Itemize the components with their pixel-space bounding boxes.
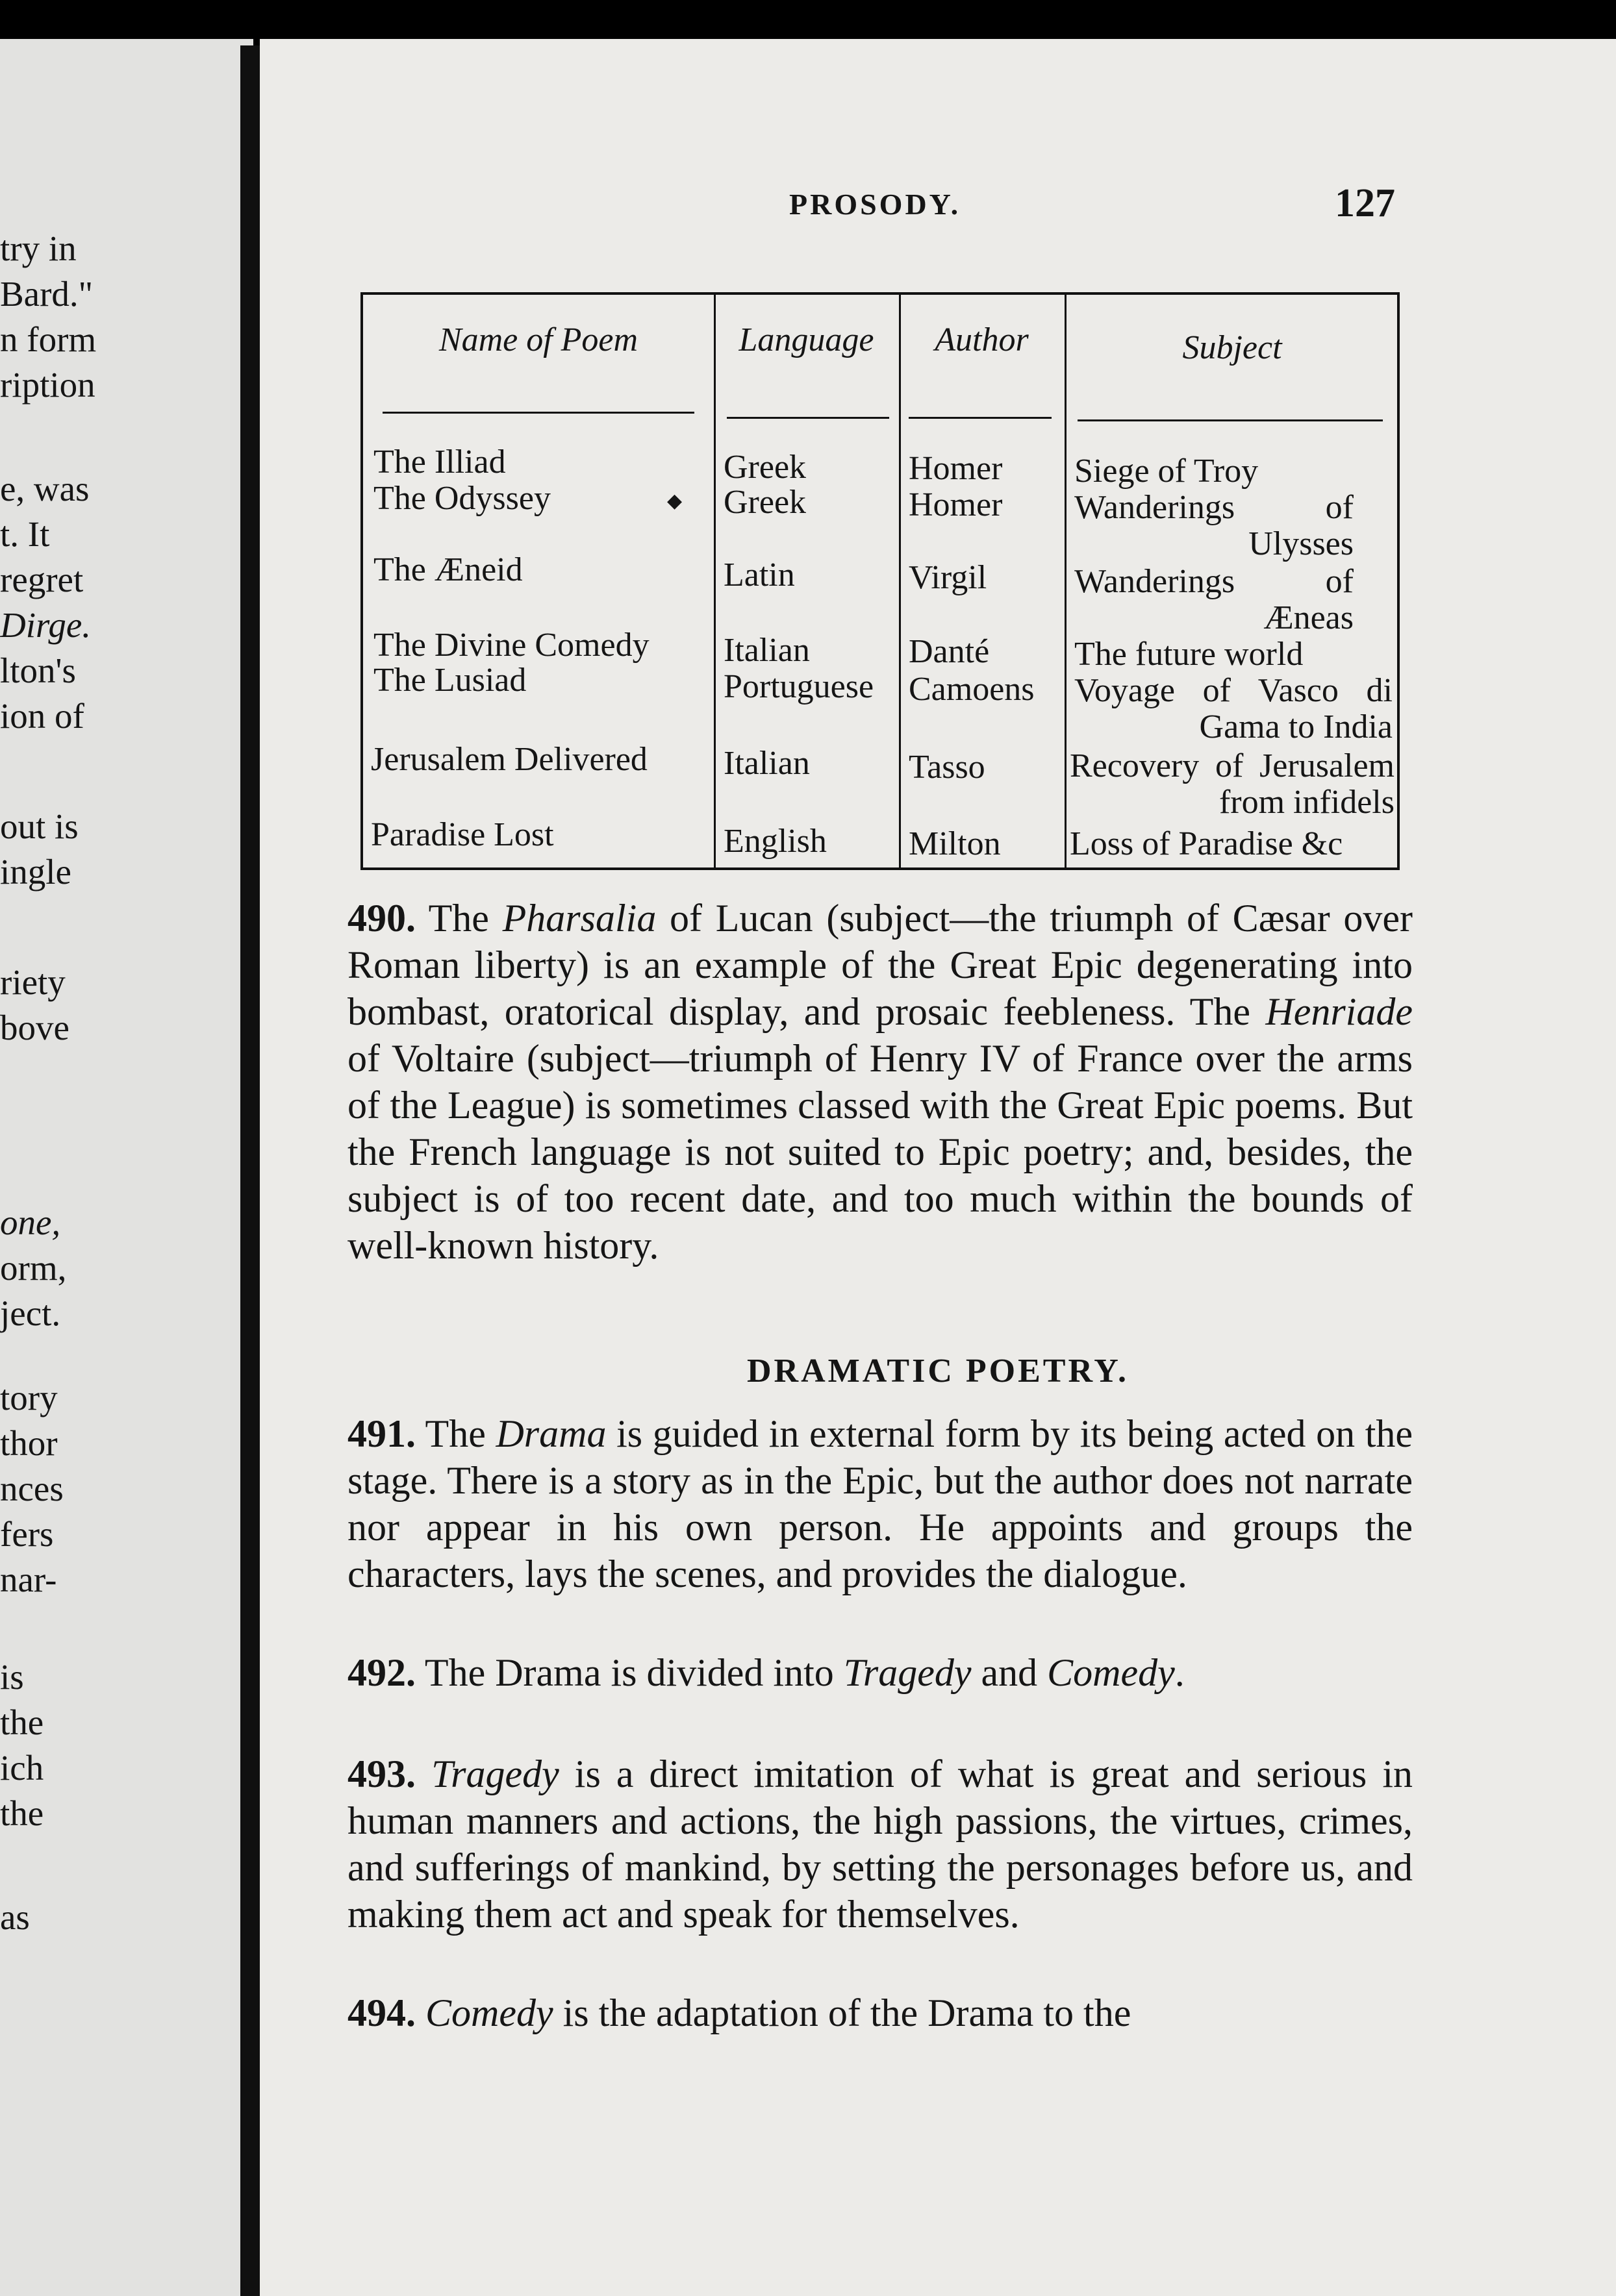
running-head-title: PROSODY. <box>789 188 961 221</box>
facing-page-fragment: Dirge. <box>0 605 92 645</box>
cell-language: Italian <box>724 745 810 782</box>
cell-author: Camoens <box>909 671 1035 708</box>
facing-page-fragment: orm, <box>0 1248 67 1288</box>
paragraph-text: The <box>428 897 503 940</box>
facing-page-fragment: n form <box>0 319 97 359</box>
cell-poem: The Lusiad <box>373 662 527 699</box>
facing-page-fragment: nar- <box>0 1560 57 1599</box>
paragraph-491 <box>347 1410 1413 1597</box>
cell-poem: The Divine Comedy <box>373 627 650 664</box>
facing-page-fragment: lton's <box>0 651 76 690</box>
cell-subject: Recovery of Jerusalem from infidels <box>1070 747 1395 821</box>
facing-page-fragment: tory <box>0 1378 58 1417</box>
facing-page-fragment: ion of <box>0 696 84 736</box>
facing-page <box>0 39 253 2296</box>
facing-page-fragment: t. It <box>0 514 50 554</box>
column-divider <box>1065 295 1067 867</box>
paragraph-text: is a direct imitation of what is great and serious in human manners and actions, the high passions, the virtues, crimes, and sufferings of mankind, by setting the personages before us, and making them act and speak for themselves. <box>347 1753 1413 1936</box>
paragraph-text: is guided in external form by its being acted on the stage. There is a story as in the Epic, but the author does not narrate nor appear in his own person. He appoints and groups the characters, lays the scenes, and provides the dialogue. <box>347 1412 1413 1595</box>
facing-page-fragment: fers <box>0 1514 54 1554</box>
book-page <box>260 39 1616 2296</box>
paragraph-number: 492. <box>347 1651 416 1694</box>
facing-page-fragment: regret <box>0 560 84 599</box>
cell-author: Danté <box>909 633 990 670</box>
facing-page-fragment: ich <box>0 1748 44 1788</box>
facing-page-fragment: the <box>0 1703 44 1742</box>
facing-page-fragment: one, <box>0 1203 61 1242</box>
stray-mark: ◆ <box>667 490 683 512</box>
facing-page-fragment: bove <box>0 1008 69 1047</box>
header-language: Language <box>739 321 874 358</box>
facing-page-fragment: ingle <box>0 852 71 892</box>
paragraph-text: of Voltaire (subject—triumph of Henry IV of France over the arms of the League) is sometimes classed with the Great Epic poems. But the French language is not suited to Epic poetry; and, besides, the subject is of too recent date, and too much within the bounds of well-known history. <box>347 1037 1413 1267</box>
paragraph-494 <box>347 1990 1413 2036</box>
title-pharsalia: Pharsalia <box>502 897 657 940</box>
cell-author: Milton <box>909 825 1001 862</box>
facing-page-fragment: ription <box>0 365 95 405</box>
cell-author: Tasso <box>909 749 985 786</box>
cell-language: Italian <box>724 632 810 669</box>
facing-page-fragment: riety <box>0 962 66 1002</box>
header-subject: Subject <box>1182 329 1282 366</box>
section-heading: DRAMATIC POETRY. <box>747 1353 1129 1390</box>
paragraph-490 <box>347 895 1413 1269</box>
paragraph-text: The <box>425 1412 496 1455</box>
facing-page-fragment: ject. <box>0 1293 61 1333</box>
term-comedy: Comedy <box>1047 1651 1175 1694</box>
cell-author: Virgil <box>909 559 987 596</box>
paragraph-number: 494. <box>347 1991 416 2034</box>
facing-page-fragment: is <box>0 1657 24 1697</box>
cell-poem: The Odyssey <box>373 480 551 517</box>
paragraph-text: The Drama is divided into <box>424 1651 844 1694</box>
title-henriade: Henriade <box>1265 990 1413 1033</box>
header-rule <box>1078 419 1383 421</box>
cell-poem: The Illiad <box>373 443 506 480</box>
cell-subject: Wanderings of Ulysses <box>1074 489 1354 562</box>
term-tragedy: Tragedy <box>431 1753 559 1795</box>
column-divider <box>714 295 716 867</box>
paragraph-493 <box>347 1751 1413 1938</box>
paragraph-text: . <box>1174 1651 1185 1694</box>
facing-page-fragment: nces <box>0 1469 64 1508</box>
header-rule <box>727 417 889 419</box>
paragraph-text: of Lucan (subject—the triumph of Cæsar over Roman liberty) is an example of the Great Epic degenerating into bombast, oratorical display, and prosaic feebleness. The <box>347 897 1413 1033</box>
facing-page-fragment: try in <box>0 229 77 268</box>
facing-page-fragment: the <box>0 1793 44 1833</box>
paragraph-text: and <box>971 1651 1048 1694</box>
header-poem: Name of Poem <box>438 321 638 358</box>
cell-subject: Loss of Paradise &c <box>1070 825 1343 862</box>
paragraph-492 <box>347 1649 1413 1696</box>
term-drama: Drama <box>496 1412 607 1455</box>
cell-language: English <box>724 823 827 860</box>
cell-language: Greek <box>724 449 807 486</box>
cell-subject: Wanderings of Æneas <box>1074 563 1354 636</box>
facing-page-fragment: out is <box>0 806 79 846</box>
cell-language: Greek <box>724 484 807 521</box>
running-head <box>260 181 1616 239</box>
cell-subject: Voyage of Vasco di Gama to India <box>1074 672 1393 745</box>
facing-page-fragment: thor <box>0 1423 58 1463</box>
paragraph-number: 493. <box>347 1753 416 1795</box>
header-rule <box>909 417 1052 419</box>
cell-author: Homer <box>909 486 1003 523</box>
epic-poems-table <box>360 292 1400 870</box>
header-author: Author <box>935 321 1029 358</box>
term-tragedy: Tragedy <box>843 1651 972 1694</box>
cell-subject: The future world <box>1074 636 1304 673</box>
cell-poem: The Æneid <box>373 551 523 588</box>
cell-author: Homer <box>909 450 1003 487</box>
cell-poem: Paradise Lost <box>371 816 554 853</box>
column-divider <box>899 295 901 867</box>
cell-language: Latin <box>724 556 795 593</box>
facing-page-fragment: as <box>0 1897 30 1937</box>
paragraph-number: 490. <box>347 897 416 940</box>
term-comedy: Comedy <box>425 1991 553 2034</box>
page-number: 127 <box>1335 181 1395 225</box>
facing-page-fragment: e, was <box>0 469 90 508</box>
cell-language: Portuguese <box>724 668 874 705</box>
paragraph-text: is the adaptation of the Drama to the <box>553 1991 1131 2034</box>
paragraph-number: 491. <box>347 1412 416 1455</box>
cell-subject: Siege of Troy <box>1074 453 1259 490</box>
header-rule <box>383 412 694 414</box>
facing-page-fragment: Bard." <box>0 274 94 314</box>
cell-poem: Jerusalem Delivered <box>371 741 648 778</box>
